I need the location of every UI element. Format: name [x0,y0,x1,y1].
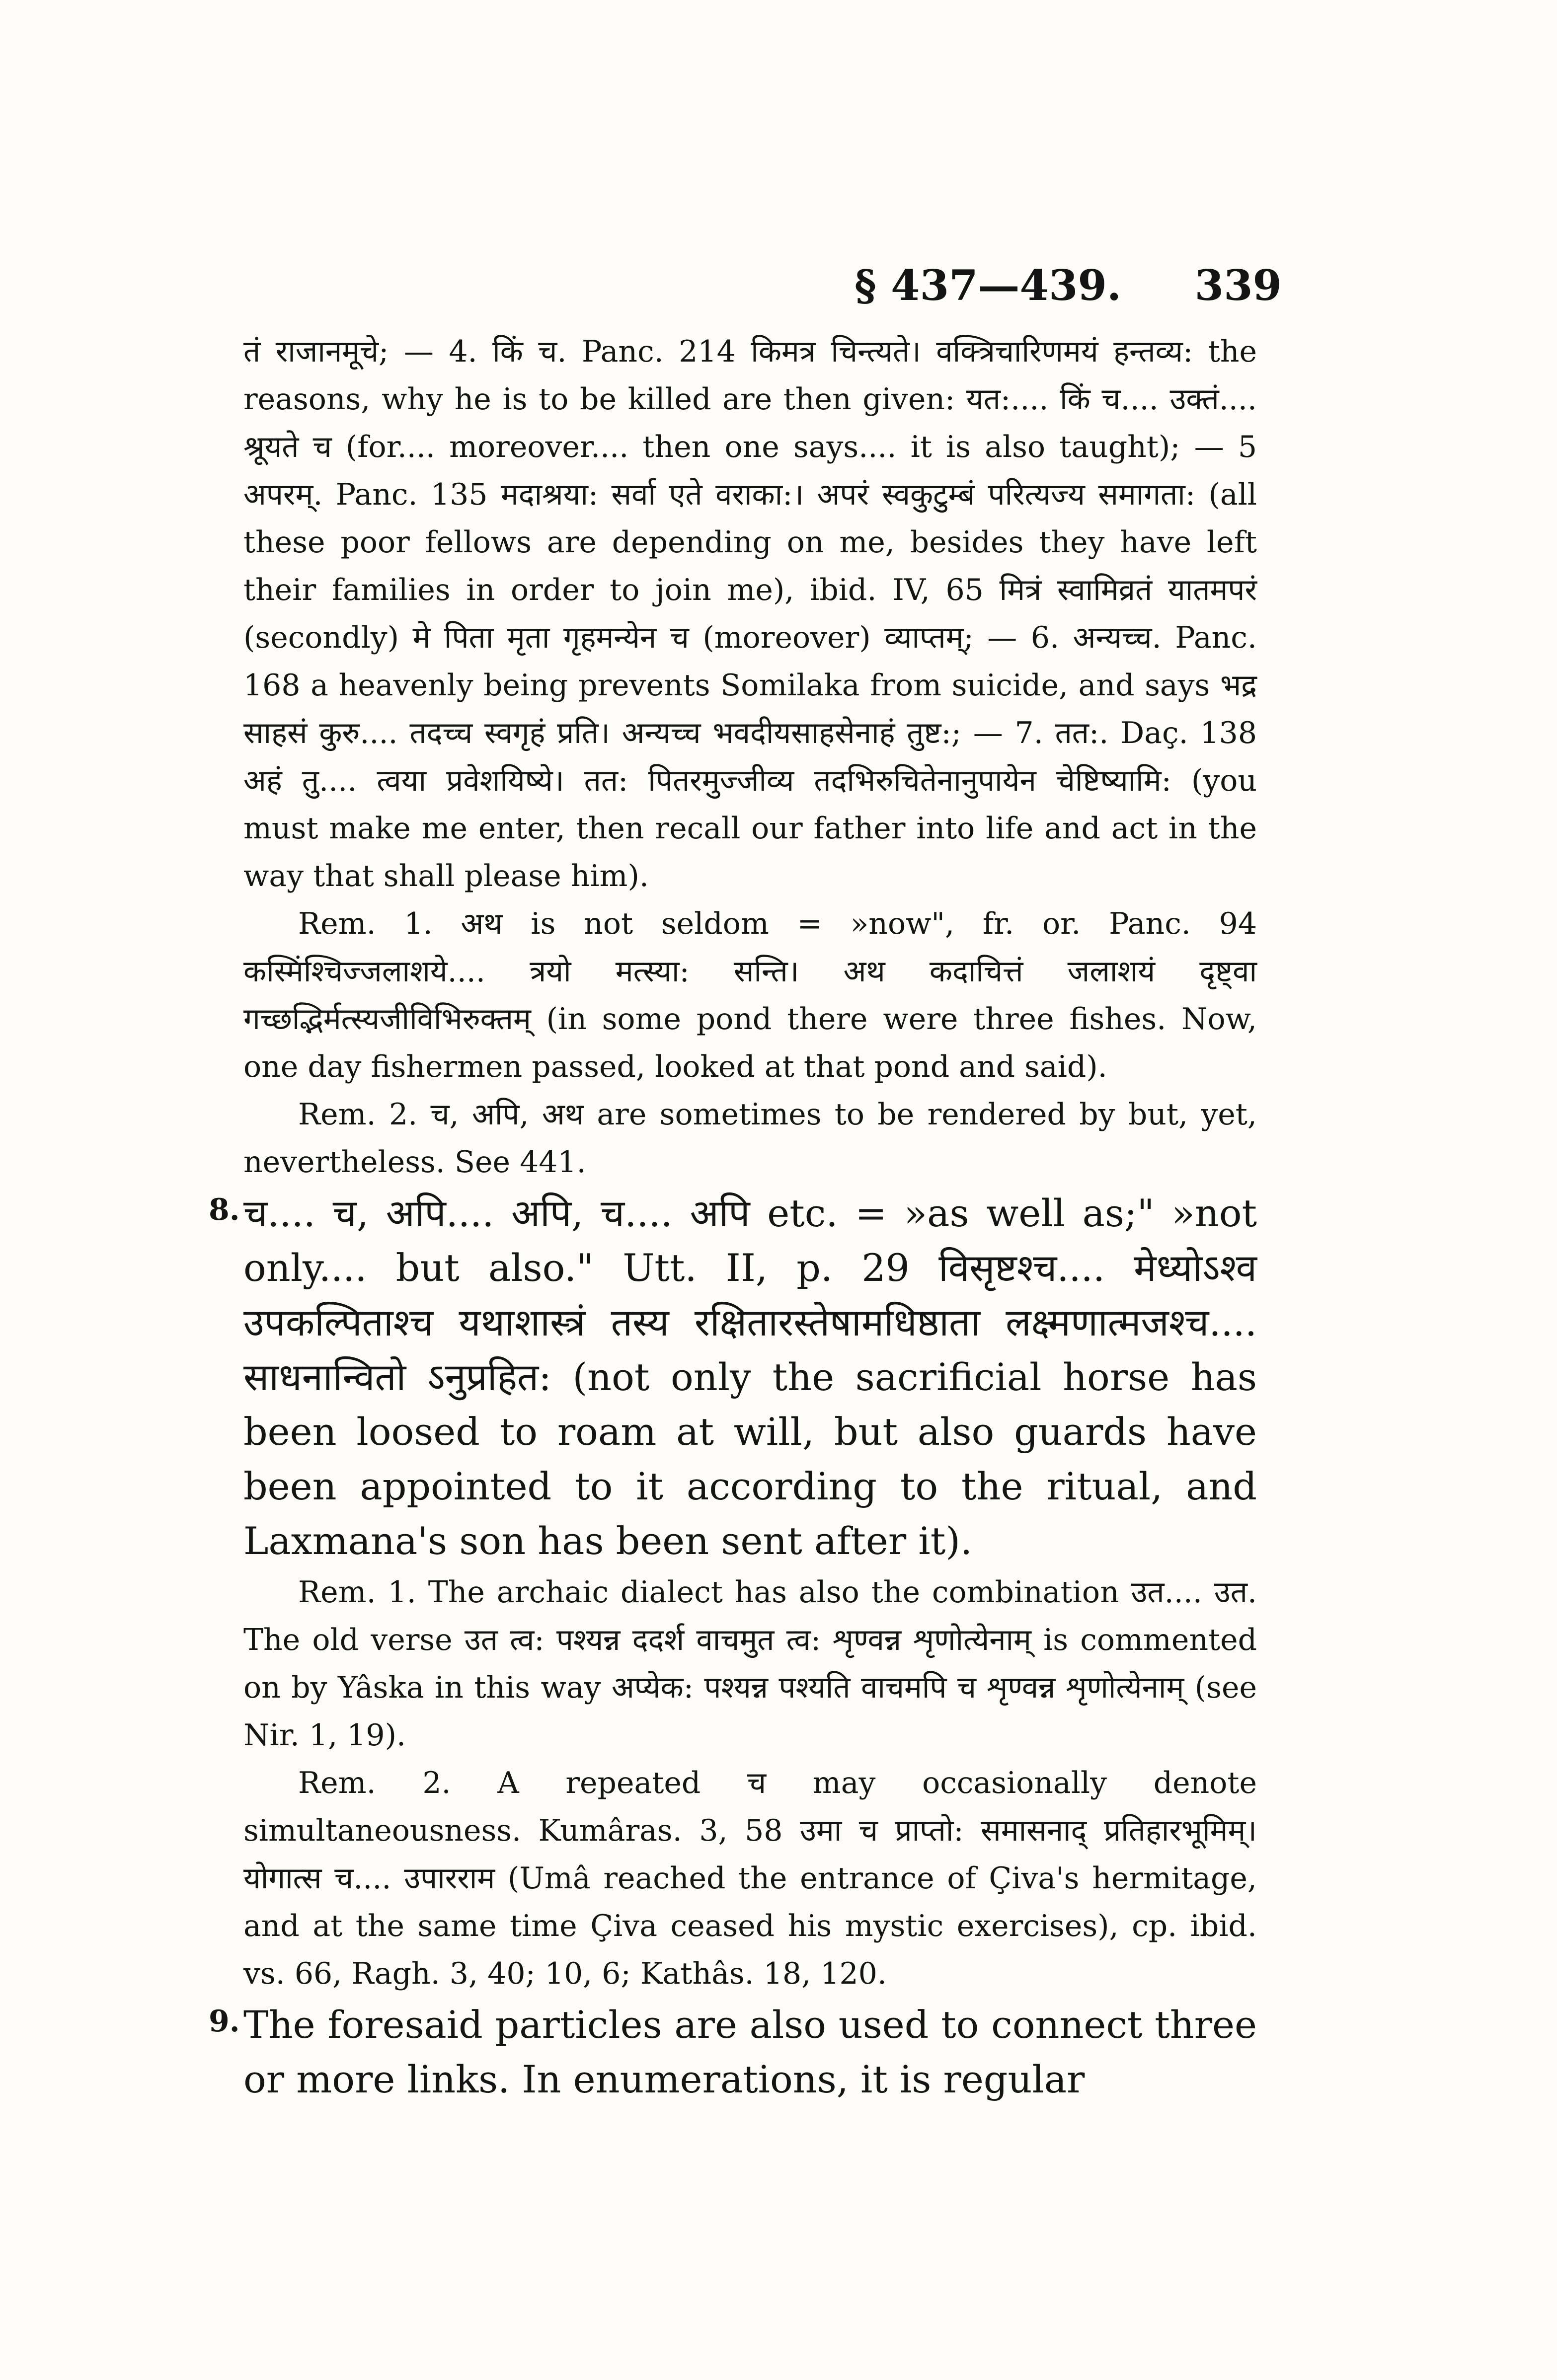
remark-1: Rem. 1. अथ is not seldom = »now", fr. or. Panc. 94 कस्मिंश्चिज्जलाशये.... त्रयो मत्स्या: सन्ति। अथ कदाचित्तं जलाशयं दृष्ट्वा गच्छद्भिर्मत्स्यजीविभिरुक्तम् (in some pond there were three fishes. Now, one day fishermen passed, looked at that pond and said). [243,906,1257,1084]
item-9 [209,1998,1257,2107]
item-8-remark-1: Rem. 1. The archaic dialect has also the combination उत.... उत. The old verse उत त्व: पश्यन्न ददर्श वाचमुत त्व: शृण्वन्न शृणोत्येनाम् is commented on by Yâska in this way अप्येक: पश्यन्न पश्यति वाचमपि च शृण्वन्न शृणोत्येनाम् (see Nir. 1, 19). [243,1575,1257,1753]
item-8-remark-2: Rem. 2. A repeated च may occasionally denote simultaneousness. Kumâras. 3, 58 उमा च प्राप्तो: समासनाद् प्रतिहारभूमिम्। योगात्स च.... उपारराम (Umâ reached the entrance of Çiva's hermitage, and at the same time Çiva ceased his mystic exercises), cp. ibid. vs. 66, Ragh. 3, 40; 10, 6; Kathâs. 18, 120. [243,1766,1257,1991]
body-text [209,328,1257,2314]
item-number: 9. [209,2004,240,2039]
section-range: § 437—439. [855,261,1122,310]
item-number: 8. [209,1192,240,1227]
remark-2: Rem. 2. च, अपि, अथ are sometimes to be rendered by but, yet, nevertheless. See 441. [243,1097,1257,1180]
item-8-text: च.... च, अपि.... अपि, च.... अपि etc. = »as well as;" »not only.... but also." Utt. II, p. 29 विसृष्टश्च.... मेध्योऽश्व उपकल्पिताश्च यथाशास्त्रं तस्य रक्षितारस्तेषामधिष्ठाता लक्ष्मणात्मजश्च.... साधनान्वितो ऽनुप्रहित: (not only the sacrificial horse has been loosed to roam at will, but also guards have been appointed to it according to the ritual, and Laxmana's son has been sent after it). [243,1191,1257,1563]
running-header [735,261,1312,315]
item-9-text: The foresaid particles are also used to connect three or more links. In enumerations, it is regular [243,2003,1257,2101]
item-8 [209,1186,1257,1568]
page-number: 339 [1194,261,1282,310]
paragraph-continuation: तं राजानमूचे; — 4. किं च. Panc. 214 किमत्र चिन्त्यते। वक्त्रिचारिणमयं हन्तव्य: the reasons, why he is to be killed are then given: यत:.... किं च.... उक्तं.... श्रूयते च (for.... moreover.... then one says.... it is also taught); — 5 अपरम्. Panc. 135 मदाश्रया: सर्वा एते वराका:। अपरं स्वकुटुम्बं परित्यज्य समागता: (all these poor fellows are depending on me, besides they have left their families in order to join me), ibid. IV, 65 मित्रं स्वामिव्रतं यातमपरं (secondly) मे पिता मृता गृहमन्येन च (moreover) व्याप्तम्; — 6. अन्यच्च. Panc. 168 a heavenly being prevents Somilaka from suicide, and says भद्र साहसं कुरु.... तदच्च स्वगृहं प्रति। अन्यच्च भवदीयसाहसेनाहं तुष्ट:; — 7. तत:. Daç. 138 अहं तु.... त्वया प्रवेशयिष्ये। तत: पितरमुज्जीव्य तदभिरुचितेनानुपायेन चेष्टिष्यामि: (you must make me enter, then recall our father into life and act in the way that shall please him). [243,334,1257,893]
